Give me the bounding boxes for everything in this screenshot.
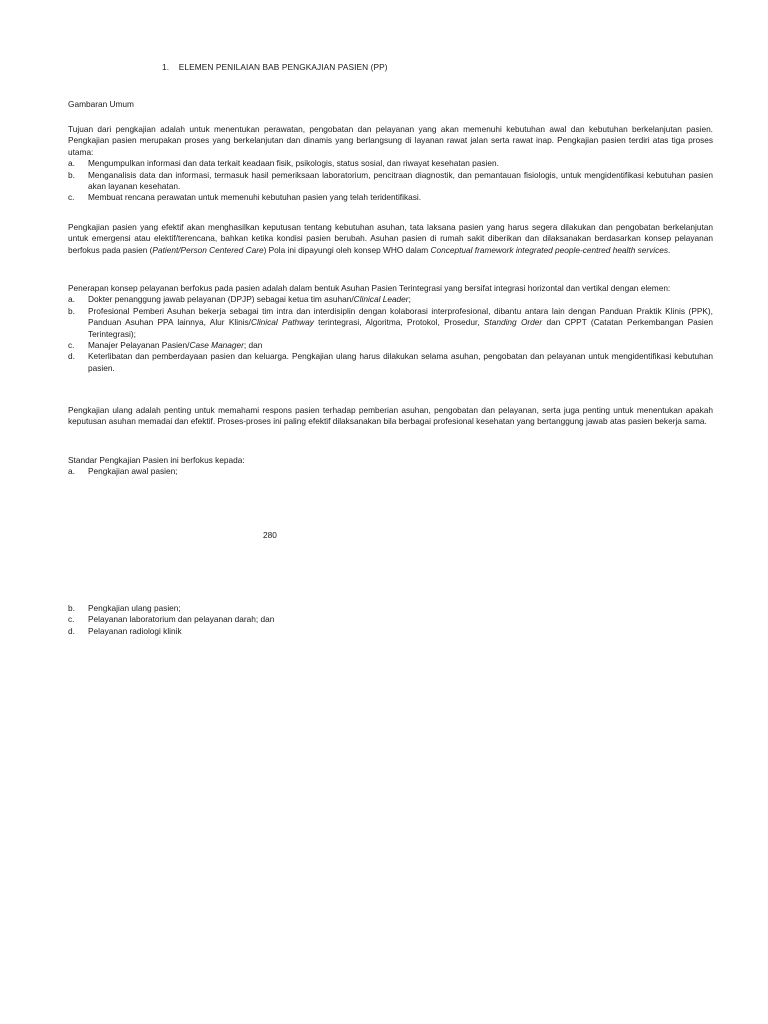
text-run: Dokter penanggung jawab pelayanan (DPJP) sebagai ketua tim asuhan/	[88, 294, 354, 305]
section-title: Gambaran Umum	[68, 99, 134, 109]
list-item	[68, 614, 713, 625]
page-number: 280	[263, 530, 277, 540]
list-marker: c.	[68, 192, 75, 203]
list-item	[68, 158, 713, 169]
standar-list	[68, 466, 713, 477]
list-item	[68, 192, 713, 203]
italic-run: Standing Order	[483, 317, 543, 328]
para2-section	[68, 222, 713, 256]
text-run: Keterlibatan dan pemberdayaan pasien dan keluarga. Pengkajian ulang harus dilakukan selama asuhan, pengobatan dan pelayanan untuk mengidentifikasi kebutuhan pasien.	[88, 351, 713, 373]
list-item	[68, 626, 713, 637]
list-item	[68, 351, 713, 374]
list-marker: a.	[68, 158, 75, 169]
list-item	[68, 170, 713, 193]
standar-intro: Standar Pengkajian Pasien ini berfokus kepada:	[68, 455, 245, 465]
list-item	[68, 294, 713, 305]
list-marker: a.	[68, 466, 75, 477]
list-marker: b.	[68, 603, 75, 613]
list-marker: c.	[68, 614, 75, 625]
list-item	[68, 306, 713, 340]
italic-run: Conceptual framework integrated people-centred health services	[430, 244, 669, 255]
list-marker: a.	[68, 294, 75, 305]
italic-run: Case Manager	[189, 340, 244, 351]
text-run: Pengkajian pasien yang efektif akan menghasilkan keputusan tentang kebutuhan asuhan, tata laksana pasien yang harus segera dilakukan dan pengobatan berkelanjutan untuk emergensi atau elektif/terencana, bahkan ketika kondisi pasien berubah. Asuhan pasien di rumah sakit diberikan dan dilaksanakan berdasarkan konsep pelayanan berfokus pada pasien (	[68, 222, 713, 255]
list-item-text: Pengkajian awal pasien;	[88, 466, 178, 477]
text-run: dan CPPT (Catatan Perkembangan Pasien Terintegrasi);	[88, 317, 714, 339]
intro-section	[68, 124, 713, 204]
text-run: ) Pola ini dipayungi oleh konsep WHO dalam	[263, 244, 431, 255]
list-item-text: Mengumpulkan informasi dan data terkait keadaan fisik, psikologis, status sosial, dan riwayat kesehatan pasien.	[88, 158, 499, 169]
list-item-text: Membuat rencana perawatan untuk memenuhi kebutuhan pasien yang telah teridentifikasi.	[88, 192, 422, 203]
list-item-text: Pelayanan laboratorium dan pelayanan darah; dan	[88, 614, 275, 625]
intro-list	[68, 158, 713, 204]
text-run: ;	[408, 294, 411, 305]
list-marker: b.	[68, 169, 75, 180]
text-run: terintegrasi, Algoritma, Protokol, Prosedur,	[313, 317, 484, 328]
list-marker: d.	[68, 625, 75, 636]
text-run: Manajer Pelayanan Pasien/	[88, 340, 190, 351]
list-item-text: Pelayanan radiologi klinik	[88, 625, 182, 636]
list-item	[68, 340, 713, 351]
para4-section	[68, 405, 713, 428]
list-item-text: Menganalisis data dan informasi, termasuk hasil pemeriksaan laboratorium, pencitraan diagnostik, dan pemantauan fisiologis, untuk mengidentifikasi kebutuhan pasien akan layanan kesehatan.	[88, 169, 713, 192]
list-item	[68, 466, 713, 477]
heading-number: 1.	[162, 62, 170, 72]
paragraph-reassessment: Pengkajian ulang adalah penting untuk memahami respons pasien terhadap pemberian asuhan, pengobatan dan pelayanan, serta juga penting untuk menentukan apakah keputusan asuhan memadai dan efektif. Proses-proses ini paling efektif dilaksanakan bila berbagai profesional kesehatan yang bertanggung jawab atas pasien bekerja sama.	[68, 405, 713, 427]
chapter-heading	[162, 62, 388, 73]
list-item-text: Pengkajian ulang pasien;	[88, 603, 181, 613]
heading-text: ELEMEN PENILAIAN BAB PENGKAJIAN PASIEN (PP)	[178, 62, 388, 72]
text-run: Profesional Pemberi Asuhan bekerja sebagai tim intra dan interdisiplin dengan kolaborasi interprofesional, dibantu antara lain dengan Panduan Praktik Klinis (PPK), Panduan Asuhan PPA lainnya, Alur Klinis/	[88, 305, 713, 328]
text-run: .	[668, 244, 671, 255]
standar-section	[68, 455, 713, 478]
list-marker: d.	[68, 351, 75, 362]
italic-run: Clinical Leader	[353, 294, 409, 305]
text-run: ; dan	[243, 340, 263, 351]
intro-paragraph: Tujuan dari pengkajian adalah untuk menentukan perawatan, pengobatan dan pelayanan yang akan memenuhi kebutuhan awal dan kebutuhan berkelanjutan pasien. Pengkajian pasien merupakan proses yang berkelanjutan dan dinamis yang berlangsung di layanan rawat jalan serta rawat inap. Pengkajian pasien terdiri atas tiga proses utama:	[68, 124, 713, 157]
list-marker: c.	[68, 340, 75, 351]
paragraph-patient-centered-care	[68, 222, 713, 256]
list-marker: b.	[68, 305, 75, 316]
standar-list-continued	[68, 603, 713, 637]
integrated-care-list	[68, 294, 713, 374]
italic-run: Clinical Pathway	[251, 317, 314, 328]
standar-continued-section	[68, 603, 713, 637]
italic-run: Patient/Person Centered Care	[152, 244, 264, 255]
paragraph-integrated-care: Penerapan konsep pelayanan berfokus pada pasien adalah dalam bentuk Asuhan Pasien Terintegrasi yang bersifat integrasi horizontal dan vertikal dengan elemen:	[68, 283, 671, 293]
section-title-block	[68, 99, 713, 110]
list-item	[68, 603, 713, 614]
para3-section	[68, 283, 713, 374]
